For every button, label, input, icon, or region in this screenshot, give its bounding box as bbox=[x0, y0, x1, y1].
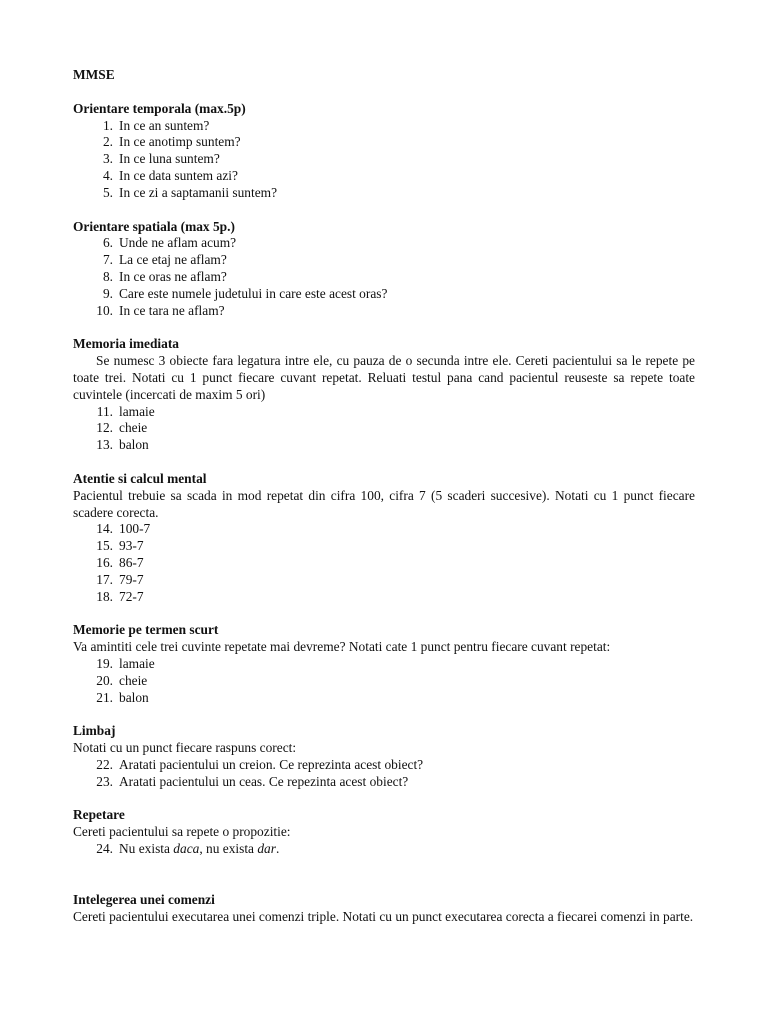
item-number: 11. bbox=[96, 403, 113, 419]
list-item bbox=[73, 235, 695, 252]
item-number: 14. bbox=[96, 521, 113, 537]
item-text: cheie bbox=[119, 420, 148, 436]
section-paragraph: Cereti pacientului executarea unei comenzi triple. Notati cu un punct executarea corecta a fiecarei comenzi in parte. bbox=[73, 908, 694, 924]
list-item bbox=[73, 168, 695, 185]
item-number: 8. bbox=[102, 268, 113, 284]
section-orientare-temporala bbox=[73, 101, 695, 202]
list-item bbox=[73, 572, 695, 589]
section-memorie-termen-scurt bbox=[73, 622, 695, 706]
section-title: Limbaj bbox=[73, 723, 116, 739]
item-text: In ce data suntem azi? bbox=[119, 167, 238, 183]
item-number: 17. bbox=[96, 571, 113, 587]
item-number: 13. bbox=[96, 437, 113, 453]
item-number: 10. bbox=[96, 302, 113, 318]
list-item bbox=[73, 673, 695, 690]
list-item bbox=[73, 757, 695, 774]
item-text bbox=[119, 841, 279, 856]
list-item bbox=[73, 286, 695, 303]
item-text: In ce an suntem? bbox=[119, 117, 210, 133]
item-text: 93-7 bbox=[119, 538, 144, 554]
document-title: MMSE bbox=[73, 67, 115, 82]
item-number: 16. bbox=[96, 554, 113, 570]
section-title: Intelegerea unei comenzi bbox=[73, 891, 215, 907]
item-text-emphasis: dar bbox=[257, 841, 276, 857]
item-text: In ce tara ne aflam? bbox=[119, 302, 225, 318]
list-item bbox=[73, 555, 695, 572]
item-number: 5. bbox=[102, 184, 113, 200]
section-memoria-imediata bbox=[73, 336, 695, 454]
item-number: 18. bbox=[96, 588, 113, 604]
section-title: Memoria imediata bbox=[73, 336, 179, 352]
item-number: 3. bbox=[102, 151, 113, 167]
item-number: 6. bbox=[102, 235, 113, 251]
item-number: 12. bbox=[96, 420, 113, 436]
section-title: Orientare temporala (max.5p) bbox=[73, 100, 246, 116]
list-item bbox=[73, 656, 695, 673]
item-text: Unde ne aflam acum? bbox=[119, 235, 237, 251]
item-text: In ce luna suntem? bbox=[119, 151, 220, 167]
item-number: 4. bbox=[102, 167, 113, 183]
item-number: 22. bbox=[96, 756, 113, 772]
list-item bbox=[73, 420, 695, 437]
list-item bbox=[73, 521, 695, 538]
list-item bbox=[73, 185, 695, 202]
item-number: 15. bbox=[96, 538, 113, 554]
list-item bbox=[73, 437, 695, 454]
item-text: balon bbox=[119, 689, 149, 705]
section-limbaj bbox=[73, 723, 695, 790]
list-item bbox=[73, 589, 695, 606]
item-text: 100-7 bbox=[119, 521, 151, 537]
list-item bbox=[73, 134, 695, 151]
item-text: In ce oras ne aflam? bbox=[119, 268, 227, 284]
item-number: 19. bbox=[96, 655, 113, 671]
item-number: 7. bbox=[102, 252, 113, 268]
section-paragraph: Se numesc 3 obiecte fara legatura intre ele, cu pauza de o secunda intre ele. Cereti pacientului sa le repete pe toate trei. Notati cu 1 punct fiecare cuvant repetat. Reluati testul pana cand pacientul reuseste sa repete toate cuvintele (incercati de maxim 5 ori) bbox=[73, 353, 695, 402]
item-number: 21. bbox=[96, 689, 113, 705]
list-item bbox=[73, 774, 695, 791]
item-number: 1. bbox=[102, 117, 113, 133]
item-text: 86-7 bbox=[119, 554, 144, 570]
section-orientare-spatiala bbox=[73, 219, 695, 320]
list-item bbox=[73, 269, 695, 286]
item-number: 24. bbox=[96, 841, 113, 857]
item-text: Aratati pacientului un ceas. Ce repezinta acest obiect? bbox=[119, 773, 409, 789]
item-text: In ce anotimp suntem? bbox=[119, 134, 241, 150]
section-title: Repetare bbox=[73, 807, 125, 823]
section-paragraph: Notati cu un punct fiecare raspuns corect: bbox=[73, 740, 297, 756]
item-text: Care este numele judetului in care este acest oras? bbox=[119, 285, 388, 301]
list-item bbox=[73, 252, 695, 269]
item-text: cheie bbox=[119, 672, 148, 688]
section-paragraph: Va amintiti cele trei cuvinte repetate mai devreme? Notati cate 1 punct pentru fiecare cuvant repetat: bbox=[73, 639, 611, 655]
item-text: lamaie bbox=[119, 403, 155, 419]
item-text: In ce zi a saptamanii suntem? bbox=[119, 184, 278, 200]
item-text: 72-7 bbox=[119, 588, 144, 604]
list-item bbox=[73, 118, 695, 135]
item-number: 9. bbox=[102, 285, 113, 301]
section-atentie-calcul bbox=[73, 471, 695, 605]
item-text: balon bbox=[119, 437, 149, 453]
section-paragraph: Pacientul trebuie sa scada in mod repetat din cifra 100, cifra 7 (5 scaderi succesive). Notati cu 1 punct fiecare scadere corecta. bbox=[73, 487, 695, 520]
section-paragraph: Cereti pacientului sa repete o propozitie: bbox=[73, 824, 291, 840]
section-intelegerea-comenzi bbox=[73, 892, 695, 926]
list-item bbox=[73, 690, 695, 707]
item-text-part: , nu exista bbox=[199, 841, 258, 857]
item-text: 79-7 bbox=[119, 571, 144, 587]
list-item bbox=[73, 538, 695, 555]
list-item bbox=[73, 404, 695, 421]
item-text-emphasis: daca bbox=[173, 841, 200, 857]
item-number: 2. bbox=[102, 134, 113, 150]
section-title: Memorie pe termen scurt bbox=[73, 622, 219, 638]
list-item bbox=[73, 303, 695, 320]
document-page bbox=[73, 67, 695, 942]
section-title: Atentie si calcul mental bbox=[73, 470, 207, 486]
item-number: 20. bbox=[96, 672, 113, 688]
item-text: La ce etaj ne aflam? bbox=[119, 252, 227, 268]
section-title: Orientare spatiala (max 5p.) bbox=[73, 218, 235, 234]
item-text-part: . bbox=[275, 841, 280, 857]
list-item bbox=[73, 841, 695, 858]
item-text: Aratati pacientului un creion. Ce reprezinta acest obiect? bbox=[119, 756, 424, 772]
item-number: 23. bbox=[96, 773, 113, 789]
list-item bbox=[73, 151, 695, 168]
item-text-part: Nu exista bbox=[119, 841, 174, 857]
section-repetare bbox=[73, 807, 695, 857]
item-text: lamaie bbox=[119, 655, 155, 671]
